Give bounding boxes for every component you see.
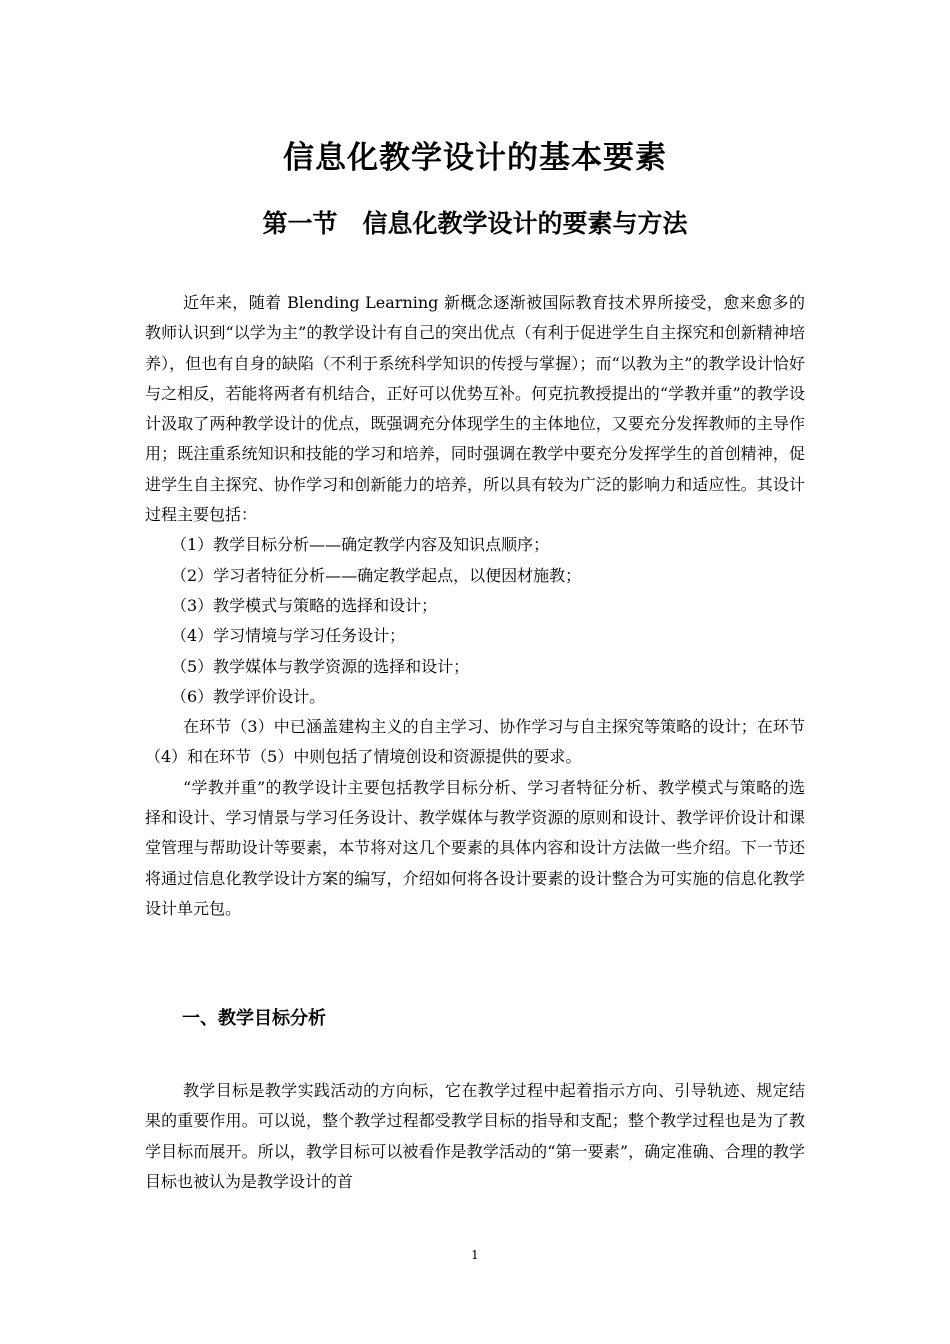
step-item-4: （4）学习情境与学习任务设计； [171,626,406,646]
section-subtitle: 第一节 信息化教学设计的要素与方法 [262,209,688,238]
intro-paragraph: 近年来，随着 Blending Learning 新概念逐渐被国际教育技术界所接受，愈来愈多的教师认识到“以学为主”的教学设计有自己的突出优点（有利于促进学生自主探究和创新精神培养），但也有自身的缺陷（不利于系统科学知识的传授与掌握）；而“以教为主”的教学设计恰好与之相反，若能将两者有机结合，正好可以优势互补。何克抗教授提出的“学教并重”的教学设计汲取了两种教学设计的优点，既强调充分体现学生的主体地位，又要充分发挥教师的主导作用；既注重系统知识和技能的学习和培养，同时强调在教学中要充分发挥学生的首创精神，促进学生自主探究、协作学习和创新能力的培养，所以具有较为广泛的影响力和适应性。其设计过程主要包括： [145,293,805,525]
section-1-paragraph: 教学目标是教学实践活动的方向标，它在教学过程中起着指示方向、引导轨迹、规定结果的重要作用。可以说，整个教学过程都受教学目标的指导和支配；整个教学过程也是为了教学目标而展开。所以，教学目标可以被看作是教学活动的“第一要素”，确定准确、合理的教学目标也被认为是教学设计的首 [145,1081,805,1191]
page-number: 1 [471,1248,479,1262]
step-item-2: （2）学习者特征分析——确定教学起点，以便因材施教； [171,565,582,585]
section-1-heading: 一、教学目标分析 [182,1008,326,1029]
step-item-3: （3）教学模式与策略的选择和设计； [171,595,438,615]
step-item-1: （1）教学目标分析——确定教学内容及知识点顺序； [171,535,550,555]
step-item-5: （5）教学媒体与教学资源的选择和设计； [171,656,470,676]
paragraph-3: “学教并重”的教学设计主要包括教学目标分析、学习者特征分析、教学模式与策略的选择和设计、学习情景与学习任务设计、教学媒体与教学资源的原则和设计、教学评价设计和课堂管理与帮助设计等要素，本节将对这几个要素的具体内容和设计方法做一些介绍。下一节还将通过信息化教学设计方案的编写，介绍如何将各设计要素的设计整合为可实施的信息化教学设计单元包。 [145,777,805,918]
step-item-6: （6）教学评价设计。 [171,686,326,706]
section-1-block [145,1076,805,1197]
intro-block [145,288,805,924]
document-title: 信息化教学设计的基本要素 [283,140,667,176]
paragraph-2: 在环节（3）中已涵盖建构主义的自主学习、协作学习与自主探究等策略的设计；在环节（4）和在环节（5）中则包括了情境创设和资源提供的要求。 [145,717,805,767]
